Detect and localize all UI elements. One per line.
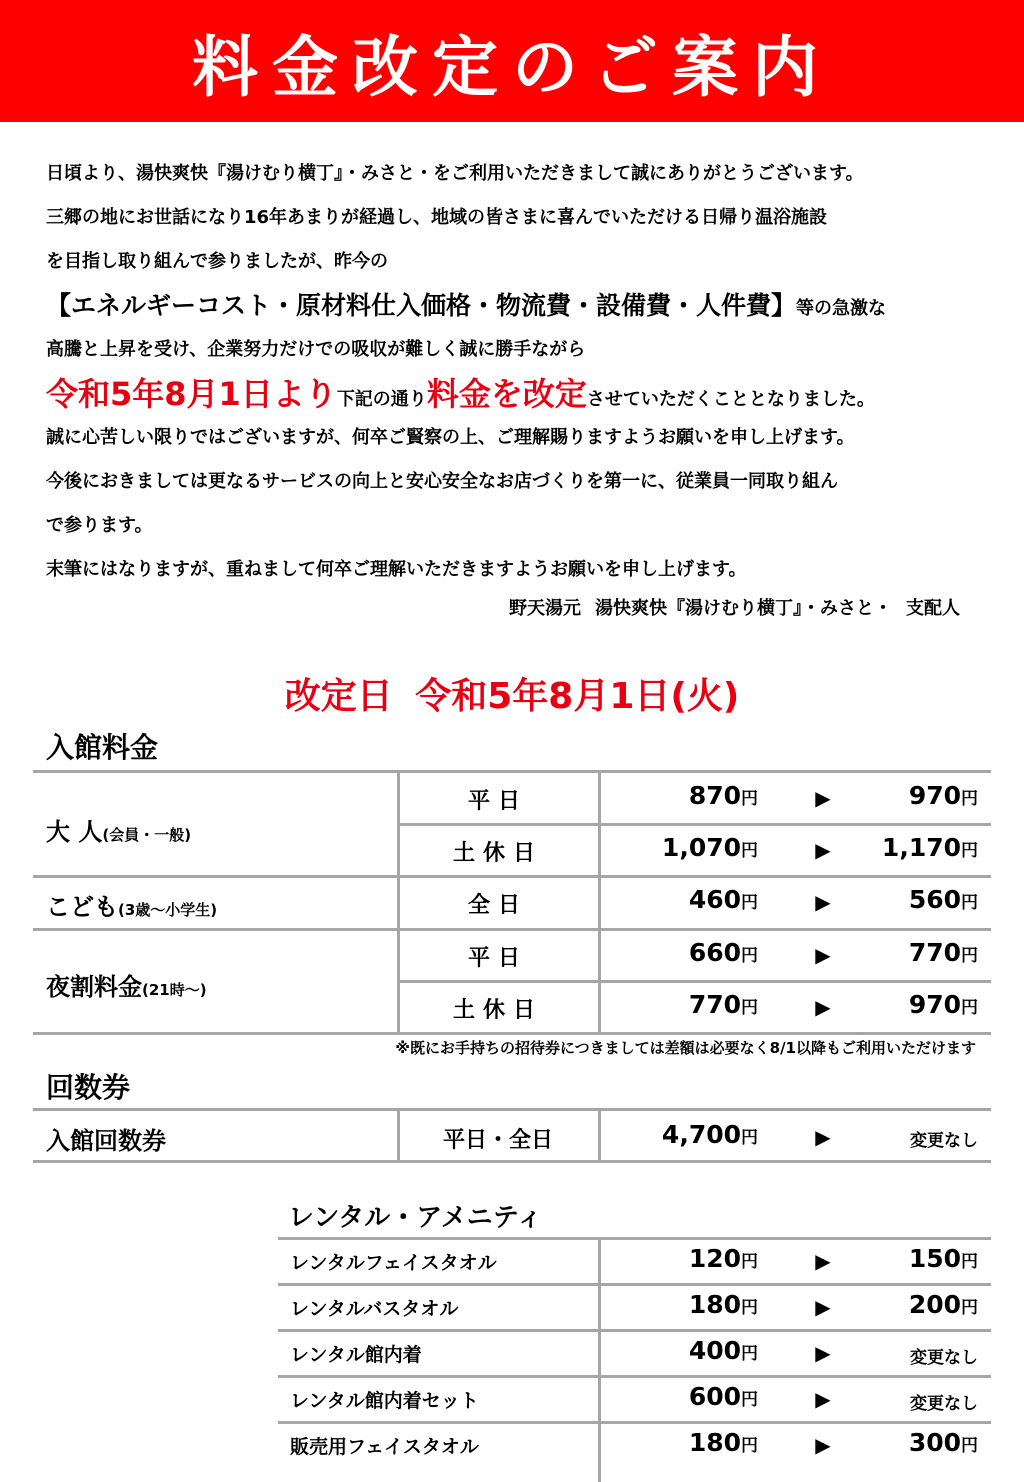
effective-date-highlight: 令和5年8月1日より (46, 375, 337, 413)
page-title: 料金改定のご案内 (192, 28, 832, 106)
intro-text: 等の急激な (796, 298, 887, 319)
new-price (850, 1244, 978, 1273)
old-price (600, 1428, 758, 1457)
revision-date-label: 改定日 (284, 676, 393, 717)
price-value: 200 (908, 1290, 961, 1319)
rental-item: 販売用フェイスタオル (290, 1436, 479, 1458)
day-type: 平日・全日 (442, 1128, 553, 1153)
old-price (600, 1336, 758, 1365)
arrow-icon: ▶ (815, 786, 831, 810)
intro-line (46, 284, 986, 328)
intro-text: させていただくこととなりました。 (586, 389, 875, 410)
title-banner (0, 0, 1024, 122)
old-price (600, 1382, 758, 1411)
price-unit: 円 (741, 841, 758, 861)
price-revision-highlight: 料金を改定 (426, 375, 587, 413)
revision-date (0, 668, 1024, 719)
new-price: 変更なし (910, 1131, 978, 1151)
price-unit: 円 (961, 1436, 978, 1456)
price-value: 770 (688, 990, 741, 1019)
price-value: 300 (908, 1428, 961, 1457)
intro-message (46, 152, 986, 592)
divider (278, 1375, 991, 1378)
price-value: 120 (688, 1244, 741, 1273)
intro-line: 高騰と上昇を受け、企業努力だけでの吸収が難しく誠に勝手ながら (46, 339, 586, 360)
arrow-icon: ▶ (815, 1433, 831, 1457)
price-value: 180 (688, 1290, 741, 1319)
old-price (600, 990, 758, 1019)
new-price: 変更なし (910, 1394, 978, 1414)
category-adult (46, 812, 191, 847)
price-value: 560 (908, 885, 961, 914)
arrow-icon: ▶ (815, 1295, 831, 1319)
divider (33, 1108, 991, 1111)
signature-part: 湯快爽快『湯けむり横丁』・みさと・ (595, 598, 892, 619)
price-value: 1,070 (661, 833, 741, 862)
divider (33, 1160, 991, 1163)
price-value: 660 (688, 938, 741, 967)
old-price (600, 781, 758, 810)
price-unit: 円 (741, 893, 758, 913)
price-value: 150 (908, 1244, 961, 1273)
price-unit: 円 (961, 998, 978, 1018)
intro-line: 三郷の地にお世話になり16年あまりが経過し、地域の皆さまに喜んでいただける日帰り温浴施設 (46, 207, 828, 228)
price-value: 870 (688, 781, 741, 810)
price-value: 460 (688, 885, 741, 914)
old-price (600, 833, 758, 862)
arrow-icon: ▶ (815, 1387, 831, 1411)
rental-item: レンタル館内着 (290, 1344, 422, 1366)
price-unit: 円 (961, 1298, 978, 1318)
price-unit: 円 (741, 1128, 758, 1148)
rental-heading: レンタル・アメニティ (288, 1203, 543, 1233)
day-type: 土休日 (452, 841, 543, 866)
revision-date-value: 令和5年8月1日(火) (415, 676, 740, 717)
divider (33, 928, 991, 931)
new-price (850, 1428, 978, 1457)
price-value: 400 (688, 1336, 741, 1365)
new-price (850, 833, 978, 862)
price-unit: 円 (961, 1252, 978, 1272)
rental-item: レンタル館内着セット (290, 1390, 479, 1412)
divider (400, 980, 991, 983)
day-type: 平日 (467, 946, 528, 971)
price-unit: 円 (741, 1390, 758, 1410)
divider (278, 1237, 991, 1240)
old-price (600, 1290, 758, 1319)
signature-part: 野天湯元 (509, 598, 581, 619)
intro-line: 日頃より、湯快爽快『湯けむり横丁』・みさと・をご利用いただきまして誠にありがとうございます。 (46, 163, 864, 184)
signature (495, 594, 960, 620)
divider (33, 1032, 991, 1035)
intro-line: を目指し取り組んで参りましたが、昨今の (46, 251, 388, 272)
old-price (600, 885, 758, 914)
day-type: 土休日 (452, 998, 543, 1023)
new-price (850, 938, 978, 967)
new-price (850, 990, 978, 1019)
old-price (600, 1120, 758, 1149)
arrow-icon: ▶ (815, 1249, 831, 1273)
price-unit: 円 (741, 998, 758, 1018)
invitation-note: ※既にお手持ちの招待券につきましては差額は必要なく8/1以降もご利用いただけます (395, 1039, 976, 1057)
category-sub: (3歳～小学生) (118, 901, 218, 919)
price-value: 180 (688, 1428, 741, 1457)
intro-line: 誠に心苦しい限りではございますが、何卒ご賢察の上、ご理解賜りますようお願いを申し上げます。 (46, 427, 855, 448)
arrow-icon: ▶ (815, 1125, 831, 1149)
ticket-item: 入館回数券 (46, 1127, 166, 1155)
price-unit: 円 (961, 789, 978, 809)
category-sub: (会員・一般) (102, 826, 192, 844)
price-unit: 円 (741, 1298, 758, 1318)
category-child (46, 887, 217, 922)
new-price (850, 781, 978, 810)
new-price (850, 1290, 978, 1319)
day-type: 平日 (467, 789, 528, 814)
price-unit: 円 (961, 841, 978, 861)
price-unit: 円 (741, 1344, 758, 1364)
admission-heading: 入館料金 (46, 731, 159, 764)
price-value: 970 (908, 781, 961, 810)
signature-part: 支配人 (906, 598, 960, 619)
category-label: 夜割料金 (46, 973, 142, 1001)
price-unit: 円 (741, 1252, 758, 1272)
intro-line (46, 372, 986, 416)
price-unit: 円 (741, 946, 758, 966)
divider (33, 875, 991, 878)
arrow-icon: ▶ (815, 995, 831, 1019)
intro-line: で参ります。 (46, 515, 153, 536)
intro-line: 今後におきましては更なるサービスの向上と安心安全なお店づくりを第一に、従業員一同取り組ん (46, 471, 838, 492)
category-sub: (21時～) (142, 981, 207, 999)
divider (33, 770, 991, 773)
price-value: 970 (908, 990, 961, 1019)
category-label: こども (46, 893, 118, 921)
divider (278, 1283, 991, 1286)
arrow-icon: ▶ (815, 943, 831, 967)
arrow-icon: ▶ (815, 1341, 831, 1365)
price-unit: 円 (961, 893, 978, 913)
price-value: 770 (908, 938, 961, 967)
divider (278, 1421, 991, 1424)
new-price: 変更なし (910, 1348, 978, 1368)
old-price (600, 938, 758, 967)
price-value: 1,170 (881, 833, 961, 862)
price-value: 4,700 (661, 1120, 741, 1149)
price-value: 600 (688, 1382, 741, 1411)
arrow-icon: ▶ (815, 890, 831, 914)
intro-text: 下記の通り (336, 389, 427, 410)
new-price (850, 885, 978, 914)
rental-item: レンタルバスタオル (290, 1298, 459, 1320)
category-label: 大 人 (46, 818, 103, 846)
price-unit: 円 (741, 789, 758, 809)
rental-item: レンタルフェイスタオル (290, 1252, 497, 1274)
intro-line: 末筆にはなりますが、重ねまして何卒ご理解いただきますようお願いを申し上げます。 (46, 559, 747, 580)
price-unit: 円 (741, 1436, 758, 1456)
divider (278, 1329, 991, 1332)
old-price (600, 1244, 758, 1273)
category-night (46, 967, 207, 1002)
day-type: 全日 (467, 893, 528, 918)
arrow-icon: ▶ (815, 838, 831, 862)
divider (400, 823, 991, 826)
cost-factors: 【エネルギーコスト・原材料仕入価格・物流費・設備費・人件費】 (46, 291, 797, 320)
tickets-heading: 回数券 (46, 1071, 131, 1104)
price-unit: 円 (961, 946, 978, 966)
